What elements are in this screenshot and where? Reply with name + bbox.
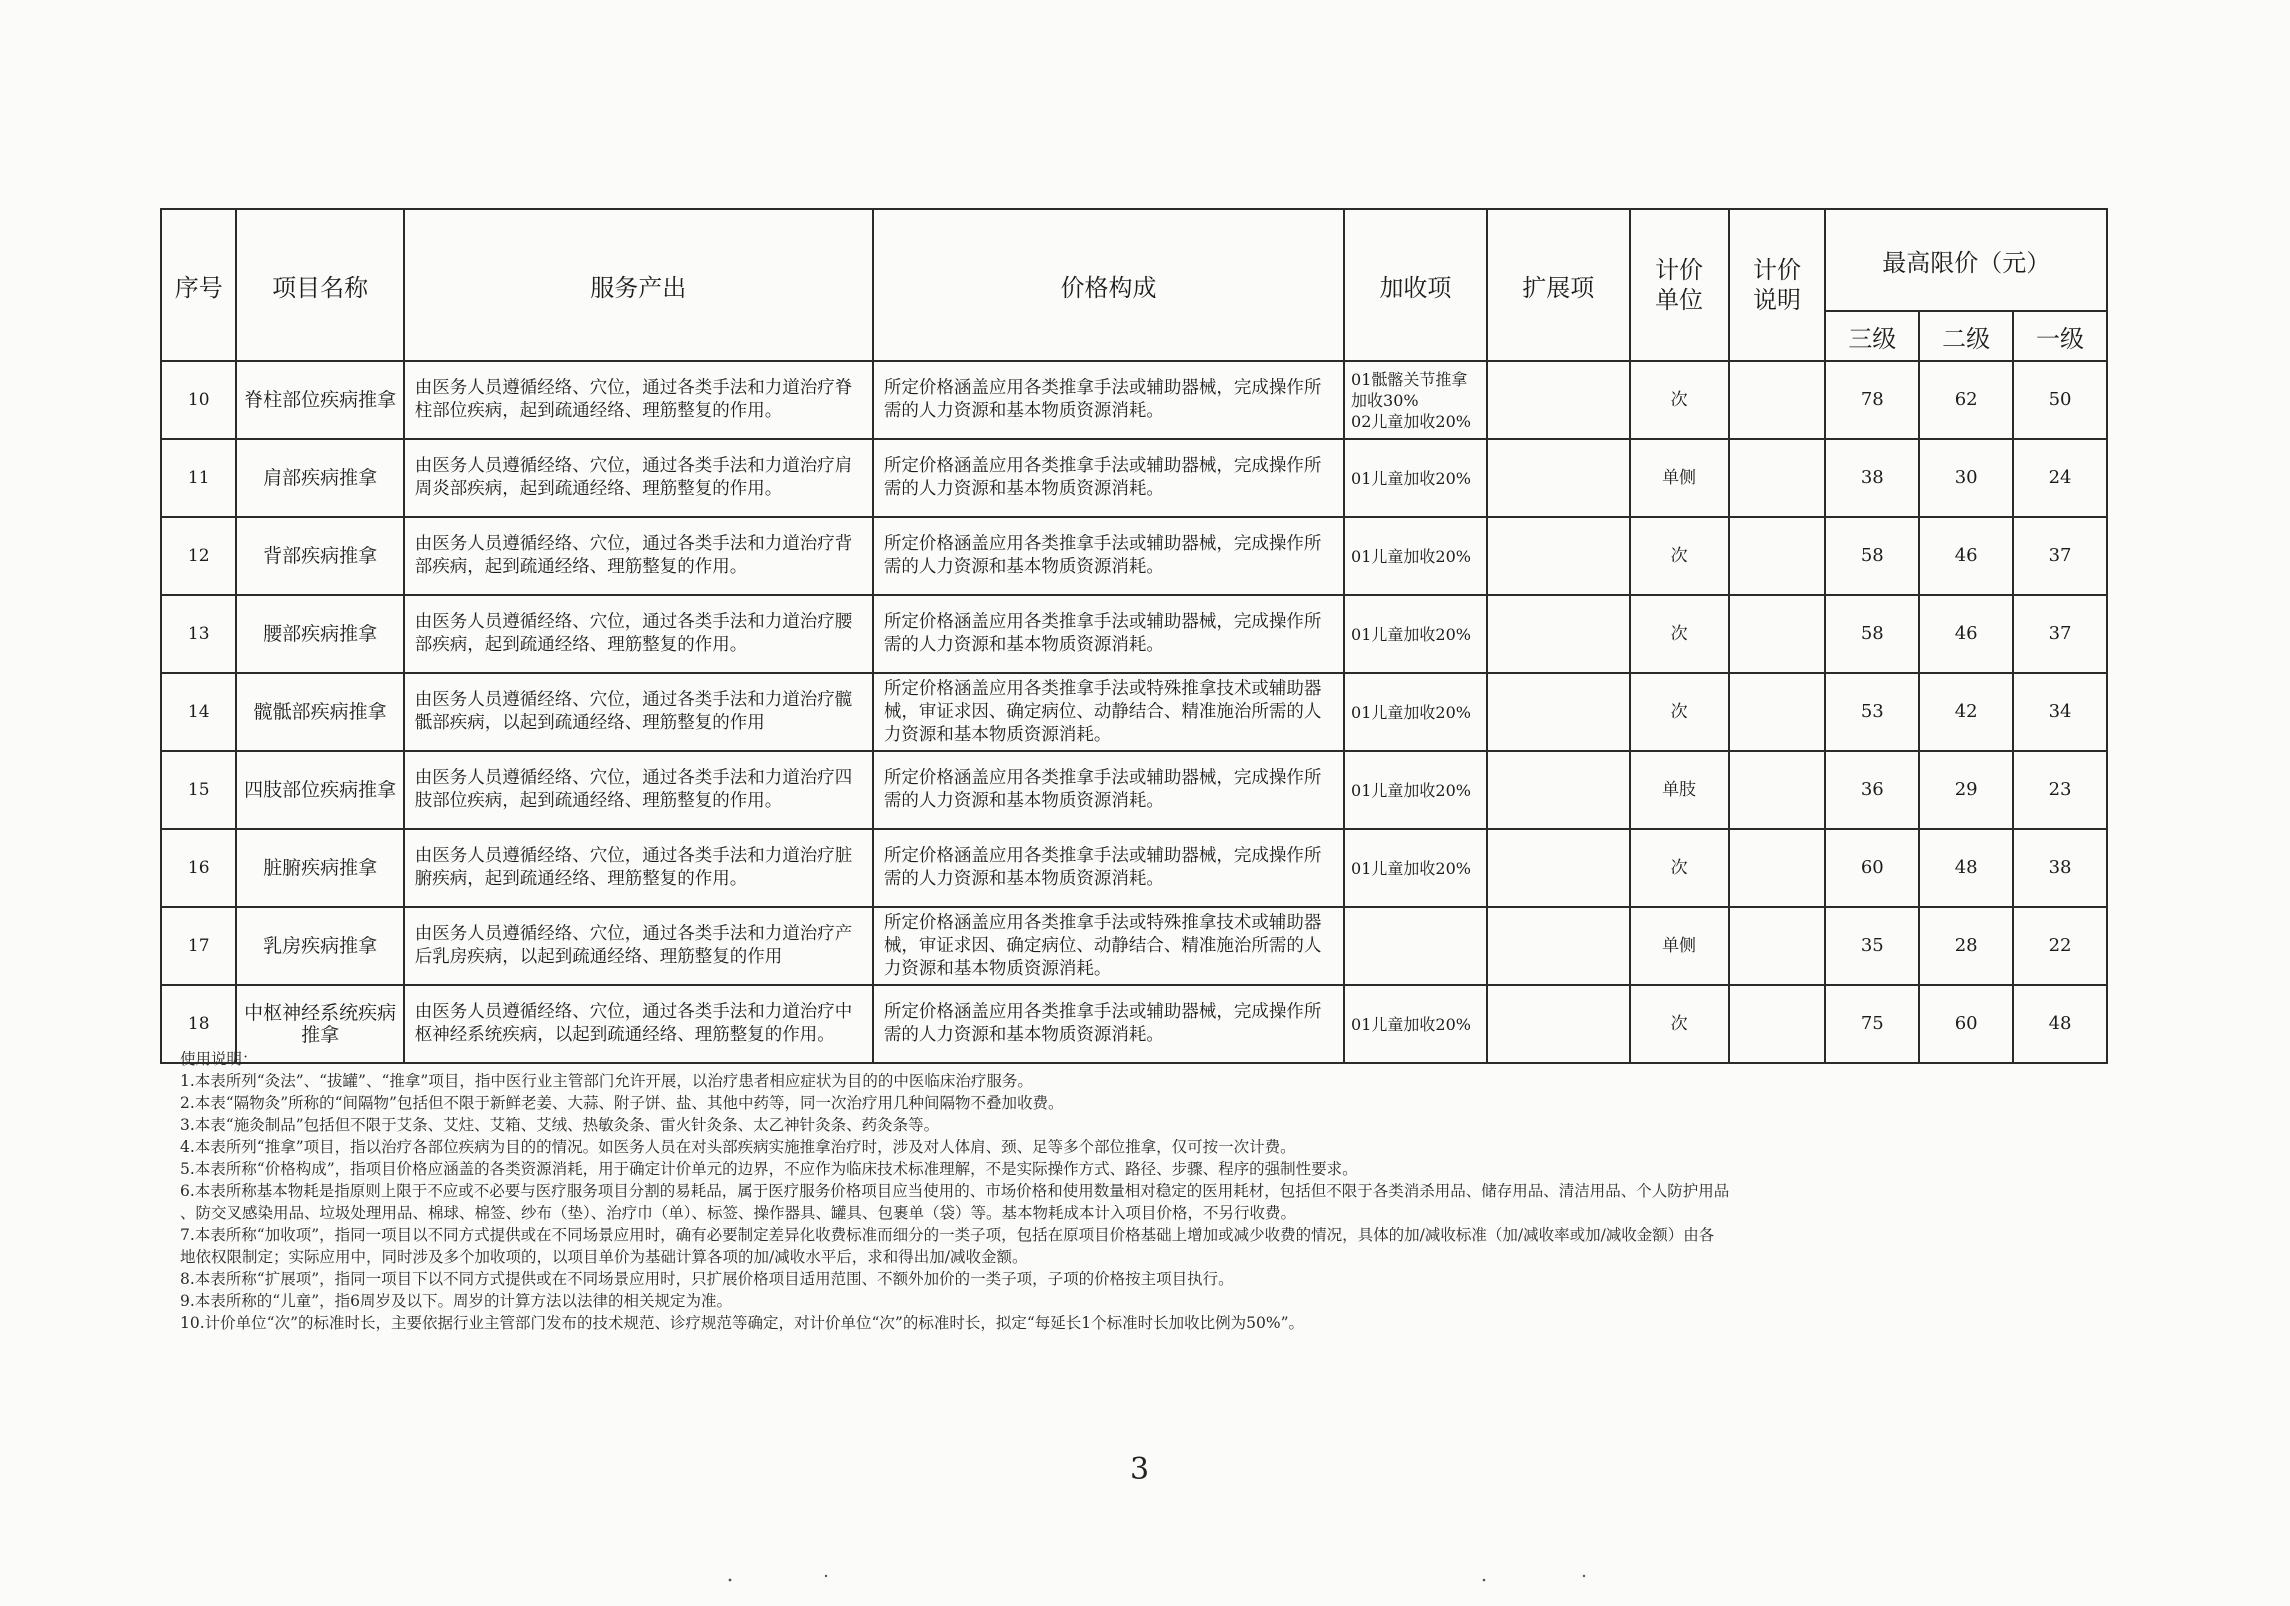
cell-price-level2: 42 [1919, 673, 2013, 751]
cell-note [1729, 907, 1826, 985]
cell-composition: 所定价格涵盖应用各类推拿手法或辅助器械，完成操作所需的人力资源和基本物质资源消耗。 [873, 829, 1344, 907]
cell-price-level1: 23 [2013, 751, 2107, 829]
cell-price-level1: 22 [2013, 907, 2107, 985]
cell-addon: 01儿童加收20% [1344, 517, 1487, 595]
note-line: 10.计价单位“次”的标准时长，主要依据行业主管部门发布的技术规范、诊疗规范等确定，对计价单位“次”的标准时长，拟定“每延长1个标准时长加收比例为50%”。 [180, 1314, 1305, 1332]
table-row [161, 751, 2107, 829]
cell-composition: 所定价格涵盖应用各类推拿手法或特殊推拿技术或辅助器械，审证求因、确定病位、动静结合、精准施治所需的人力资源和基本物质资源消耗。 [873, 907, 1344, 985]
cell-note [1729, 439, 1826, 517]
cell-extension [1487, 517, 1630, 595]
cell-output: 由医务人员遵循经络、穴位，通过各类手法和力道治疗脏腑疾病，起到疏通经络、理筋整复的作用。 [404, 829, 873, 907]
cell-extension [1487, 595, 1630, 673]
cell-output: 由医务人员遵循经络、穴位，通过各类手法和力道治疗背部疾病，起到疏通经络、理筋整复的作用。 [404, 517, 873, 595]
cell-unit: 单侧 [1630, 907, 1729, 985]
cell-addon [1344, 907, 1487, 985]
note-line: 地依权限制定；实际应用中，同时涉及多个加收项的，以项目单价为基础计算各项的加/减收水平后，求和得出加/减收金额。 [180, 1248, 1028, 1266]
cell-price-level2: 60 [1919, 985, 2013, 1063]
cell-seq: 10 [161, 361, 236, 439]
cell-name: 腰部疾病推拿 [236, 595, 403, 673]
header-output: 服务产出 [404, 209, 873, 361]
note-line: 2.本表“隔物灸”所称的“间隔物”包括但不限于新鲜老姜、大蒜、附子饼、盐、其他中药等，同一次治疗用几种间隔物不叠加收费。 [180, 1094, 1064, 1112]
cell-name: 背部疾病推拿 [236, 517, 403, 595]
cell-output: 由医务人员遵循经络、穴位，通过各类手法和力道治疗中枢神经系统疾病，以起到疏通经络、理筋整复的作用。 [404, 985, 873, 1063]
cell-extension [1487, 361, 1630, 439]
cell-unit: 次 [1630, 595, 1729, 673]
header-composition: 价格构成 [873, 209, 1344, 361]
header-level3: 三级 [1825, 311, 1919, 361]
price-table-wrapper [160, 208, 2108, 1064]
cell-composition: 所定价格涵盖应用各类推拿手法或辅助器械，完成操作所需的人力资源和基本物质资源消耗。 [873, 361, 1344, 439]
cell-note [1729, 361, 1826, 439]
cell-extension [1487, 751, 1630, 829]
cell-composition: 所定价格涵盖应用各类推拿手法或辅助器械，完成操作所需的人力资源和基本物质资源消耗。 [873, 595, 1344, 673]
cell-price-level3: 78 [1825, 361, 1919, 439]
cell-price-level3: 35 [1825, 907, 1919, 985]
header-max-price: 最高限价（元） [1825, 209, 2107, 311]
header-note: 计价 说明 [1729, 209, 1826, 361]
cell-addon: 01儿童加收20% [1344, 829, 1487, 907]
cell-price-level2: 46 [1919, 517, 2013, 595]
usage-notes [180, 1048, 2110, 1334]
table-row [161, 361, 2107, 439]
cell-name: 脏腑疾病推拿 [236, 829, 403, 907]
cell-price-level1: 38 [2013, 829, 2107, 907]
scan-speck [825, 1575, 827, 1577]
scan-speck [1583, 1575, 1585, 1577]
cell-unit: 次 [1630, 985, 1729, 1063]
table-row [161, 829, 2107, 907]
cell-seq: 16 [161, 829, 236, 907]
cell-addon: 01儿童加收20% [1344, 439, 1487, 517]
cell-unit: 次 [1630, 829, 1729, 907]
cell-name: 肩部疾病推拿 [236, 439, 403, 517]
table-body [161, 361, 2107, 1063]
cell-price-level3: 58 [1825, 595, 1919, 673]
cell-price-level1: 37 [2013, 595, 2107, 673]
cell-unit: 次 [1630, 673, 1729, 751]
table-row [161, 517, 2107, 595]
cell-addon: 01儿童加收20% [1344, 673, 1487, 751]
cell-output: 由医务人员遵循经络、穴位，通过各类手法和力道治疗腰部疾病，起到疏通经络、理筋整复的作用。 [404, 595, 873, 673]
cell-price-level2: 28 [1919, 907, 2013, 985]
table-row [161, 673, 2107, 751]
cell-addon: 01儿童加收20% [1344, 985, 1487, 1063]
cell-price-level3: 36 [1825, 751, 1919, 829]
header-seq: 序号 [161, 209, 236, 361]
header-surcharge: 加收项 [1344, 209, 1487, 361]
cell-note [1729, 751, 1826, 829]
cell-composition: 所定价格涵盖应用各类推拿手法或辅助器械，完成操作所需的人力资源和基本物质资源消耗。 [873, 751, 1344, 829]
note-line: 、防交叉感染用品、垃圾处理用品、棉球、棉签、纱布（垫）、治疗巾（单）、标签、操作器具、罐具、包裹单（袋）等。基本物耗成本计入项目价格，不另行收费。 [180, 1204, 1297, 1222]
cell-extension [1487, 829, 1630, 907]
table-row [161, 595, 2107, 673]
cell-seq: 13 [161, 595, 236, 673]
cell-output: 由医务人员遵循经络、穴位，通过各类手法和力道治疗肩周炎部疾病，起到疏通经络、理筋整复的作用。 [404, 439, 873, 517]
cell-price-level1: 24 [2013, 439, 2107, 517]
cell-price-level2: 48 [1919, 829, 2013, 907]
cell-price-level1: 50 [2013, 361, 2107, 439]
cell-price-level1: 37 [2013, 517, 2107, 595]
cell-composition: 所定价格涵盖应用各类推拿手法或特殊推拿技术或辅助器械，审证求因、确定病位、动静结合、精准施治所需的人力资源和基本物质资源消耗。 [873, 673, 1344, 751]
note-line: 9.本表所称的“儿童”，指6周岁及以下。周岁的计算方法以法律的相关规定为准。 [180, 1292, 733, 1310]
cell-name: 中枢神经系统疾病推拿 [236, 985, 403, 1063]
header-name: 项目名称 [236, 209, 403, 361]
cell-note [1729, 517, 1826, 595]
cell-price-level2: 46 [1919, 595, 2013, 673]
cell-price-level1: 48 [2013, 985, 2107, 1063]
cell-price-level3: 60 [1825, 829, 1919, 907]
table-header [161, 209, 2107, 361]
cell-extension [1487, 907, 1630, 985]
cell-name: 髋骶部疾病推拿 [236, 673, 403, 751]
cell-seq: 18 [161, 985, 236, 1063]
cell-addon: 01儿童加收20% [1344, 595, 1487, 673]
cell-note [1729, 829, 1826, 907]
scan-speck [1483, 1579, 1486, 1582]
cell-extension [1487, 439, 1630, 517]
note-line: 7.本表所称“加收项”，指同一项目以不同方式提供或在不同场景应用时，确有必要制定差异化收费标准而细分的一类子项，包括在原项目价格基础上增加或减少收费的情况，具体的加/减收标准（加/减收率或加/减收金额）由各 [180, 1226, 1715, 1244]
cell-output: 由医务人员遵循经络、穴位，通过各类手法和力道治疗髋骶部疾病，以起到疏通经络、理筋整复的作用 [404, 673, 873, 751]
page-number: 3 [1130, 1452, 1150, 1487]
cell-seq: 17 [161, 907, 236, 985]
cell-note [1729, 595, 1826, 673]
cell-addon: 01骶髂关节推拿加收30% 02儿童加收20% [1344, 361, 1487, 439]
cell-price-level2: 30 [1919, 439, 2013, 517]
note-line: 6.本表所称基本物耗是指原则上限于不应或不必要与医疗服务项目分割的易耗品，属于医疗服务价格项目应当使用的、市场价格和使用数量相对稳定的医用耗材，包括但不限于各类消杀用品、储存用品、清洁用品、个人防护用品 [180, 1182, 1730, 1200]
cell-composition: 所定价格涵盖应用各类推拿手法或辅助器械，完成操作所需的人力资源和基本物质资源消耗。 [873, 439, 1344, 517]
cell-seq: 11 [161, 439, 236, 517]
table-row [161, 907, 2107, 985]
note-line: 4.本表所列“推拿”项目，指以治疗各部位疾病为目的的情况。如医务人员在对头部疾病实施推拿治疗时，涉及对人体肩、颈、足等多个部位推拿，仅可按一次计费。 [180, 1138, 1296, 1156]
notes-heading: 使用说明： [180, 1050, 258, 1068]
cell-extension [1487, 673, 1630, 751]
header-unit: 计价 单位 [1630, 209, 1729, 361]
note-line: 3.本表“施灸制品”包括但不限于艾条、艾炷、艾箱、艾绒、热敏灸条、雷火针灸条、太乙神针灸条、药灸条等。 [180, 1116, 940, 1134]
cell-seq: 12 [161, 517, 236, 595]
table-row [161, 439, 2107, 517]
cell-price-level2: 29 [1919, 751, 2013, 829]
cell-price-level1: 34 [2013, 673, 2107, 751]
cell-output: 由医务人员遵循经络、穴位，通过各类手法和力道治疗四肢部位疾病，起到疏通经络、理筋整复的作用。 [404, 751, 873, 829]
price-table [160, 208, 2108, 1064]
cell-composition: 所定价格涵盖应用各类推拿手法或辅助器械，完成操作所需的人力资源和基本物质资源消耗。 [873, 517, 1344, 595]
cell-seq: 15 [161, 751, 236, 829]
cell-name: 乳房疾病推拿 [236, 907, 403, 985]
scan-speck [729, 1579, 732, 1582]
cell-price-level3: 75 [1825, 985, 1919, 1063]
note-line: 5.本表所称“价格构成”，指项目价格应涵盖的各类资源消耗，用于确定计价单元的边界，不应作为临床技术标准理解，不是实际操作方式、路径、步骤、程序的强制性要求。 [180, 1160, 1358, 1178]
cell-note [1729, 673, 1826, 751]
cell-output: 由医务人员遵循经络、穴位，通过各类手法和力道治疗脊柱部位疾病，起到疏通经络、理筋整复的作用。 [404, 361, 873, 439]
header-level2: 二级 [1919, 311, 2013, 361]
scan-specks [0, 1570, 2290, 1590]
cell-output: 由医务人员遵循经络、穴位，通过各类手法和力道治疗产后乳房疾病，以起到疏通经络、理筋整复的作用 [404, 907, 873, 985]
note-line: 8.本表所称“扩展项”，指同一项目下以不同方式提供或在不同场景应用时，只扩展价格项目适用范围、不额外加价的一类子项，子项的价格按主项目执行。 [180, 1270, 1234, 1288]
cell-unit: 单肢 [1630, 751, 1729, 829]
header-level1: 一级 [2013, 311, 2107, 361]
cell-price-level3: 38 [1825, 439, 1919, 517]
cell-price-level3: 58 [1825, 517, 1919, 595]
cell-unit: 次 [1630, 517, 1729, 595]
cell-name: 四肢部位疾病推拿 [236, 751, 403, 829]
note-line: 1.本表所列“灸法”、“拔罐”、“推拿”项目，指中医行业主管部门允许开展，以治疗患者相应症状为目的的中医临床治疗服务。 [180, 1072, 1033, 1090]
header-extension: 扩展项 [1487, 209, 1630, 361]
cell-price-level3: 53 [1825, 673, 1919, 751]
cell-composition: 所定价格涵盖应用各类推拿手法或辅助器械，完成操作所需的人力资源和基本物质资源消耗。 [873, 985, 1344, 1063]
cell-addon: 01儿童加收20% [1344, 751, 1487, 829]
cell-unit: 次 [1630, 361, 1729, 439]
cell-seq: 14 [161, 673, 236, 751]
cell-name: 脊柱部位疾病推拿 [236, 361, 403, 439]
cell-unit: 单侧 [1630, 439, 1729, 517]
cell-price-level2: 62 [1919, 361, 2013, 439]
